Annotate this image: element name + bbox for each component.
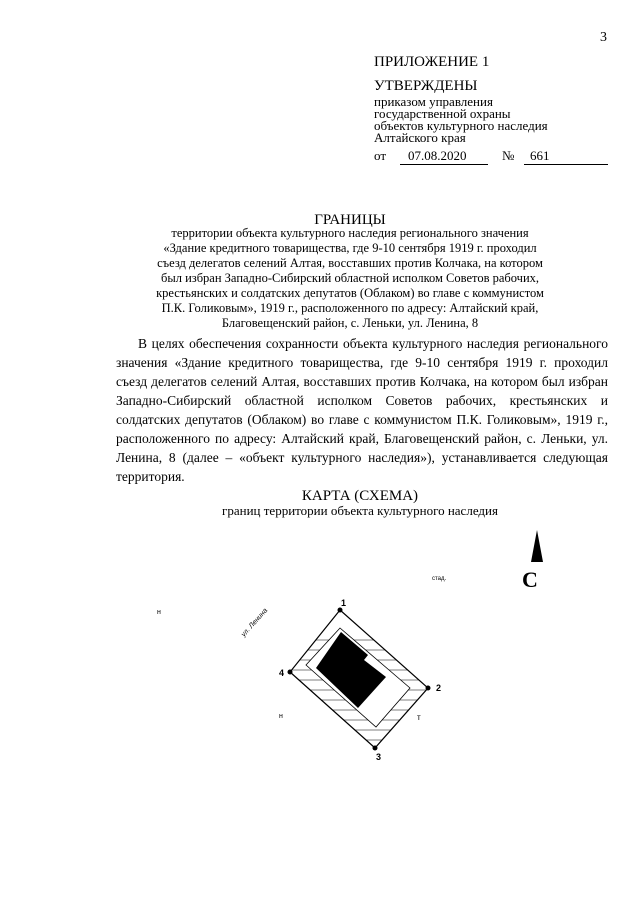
map-subtitle: границ территории объекта культурного наследия bbox=[222, 503, 498, 518]
document-title: ГРАНИЦЫ bbox=[314, 212, 386, 228]
boundary-point bbox=[338, 608, 343, 613]
map-title: КАРТА (СХЕМА) bbox=[301, 488, 419, 504]
date-prefix: от bbox=[374, 148, 387, 163]
order-line: Алтайского края bbox=[374, 130, 466, 145]
marker-t: т bbox=[417, 713, 421, 722]
subtitle-line: Благовещенский район, с. Леньки, ул. Ленина, 8 bbox=[221, 316, 479, 330]
subtitle-line: П.К. Голиковым», 1919 г., расположенного по адресу: Алтайский край, bbox=[161, 301, 539, 315]
subtitle-line: «Здание кредитного товарищества, где 9-10 сентября 1919 г. проходил bbox=[163, 241, 537, 255]
marker-n-bottom: н bbox=[279, 713, 283, 720]
approved-label: УТВЕРЖДЕНЫ bbox=[374, 78, 478, 94]
point-label-2: 2 bbox=[436, 683, 442, 693]
north-letter: С bbox=[522, 567, 538, 592]
order-line: государственной охраны bbox=[374, 106, 511, 121]
boundary-point bbox=[288, 670, 293, 675]
number-sign: № bbox=[502, 148, 515, 163]
north-arrow-icon bbox=[531, 530, 543, 562]
boundary-point bbox=[373, 746, 378, 751]
point-label-4: 4 bbox=[279, 668, 285, 678]
page-number: 3 bbox=[600, 30, 607, 45]
subtitle-line: крестьянских и солдатских депутатов (Облаком) во главе с коммунистом bbox=[156, 286, 544, 300]
stad-label: стад. bbox=[432, 576, 447, 582]
subtitle-line: был избран Западно-Сибирский областной исполком Советов рабочих, bbox=[160, 271, 540, 285]
boundary-point bbox=[426, 686, 431, 691]
body-paragraph: В целях обеспечения сохранности объекта культурного наследия регионального значения «Здание кредитного товарищества, где 9-10 сентября 1919 г. проходил съезд делегатов селений Алтая, восставших против Колчака, на котором был избран Западно-Сибирский областной исполком Советов рабочих, крестьянских и солдатских депутатов (Облаком) во главе с коммунистом П.К. Голиковым», 1919 г., расположенного по адресу: Алтайский край, Благовещенский район, с. Леньки, ул. Ленина, 8 (далее – «объект культурного наследия»), устанавливается следующая территория. bbox=[116, 336, 608, 484]
order-number: 661 bbox=[524, 148, 608, 165]
subtitle-line: съезд делегатов селений Алтая, восставших против Колчака, на котором bbox=[157, 256, 543, 270]
appendix-label: ПРИЛОЖЕНИЕ 1 bbox=[374, 54, 490, 70]
point-label-3: 3 bbox=[376, 752, 382, 762]
street-label: ул. Ленина bbox=[240, 607, 270, 639]
order-date: 07.08.2020 bbox=[400, 148, 488, 165]
marker-n-top: н bbox=[157, 609, 161, 616]
subtitle-line: территории объекта культурного наследия регионального значения bbox=[171, 226, 529, 240]
order-line: приказом управления bbox=[374, 94, 493, 109]
order-line: объектов культурного наследия bbox=[374, 118, 548, 133]
heritage-building bbox=[316, 632, 386, 708]
point-label-1: 1 bbox=[341, 598, 347, 608]
